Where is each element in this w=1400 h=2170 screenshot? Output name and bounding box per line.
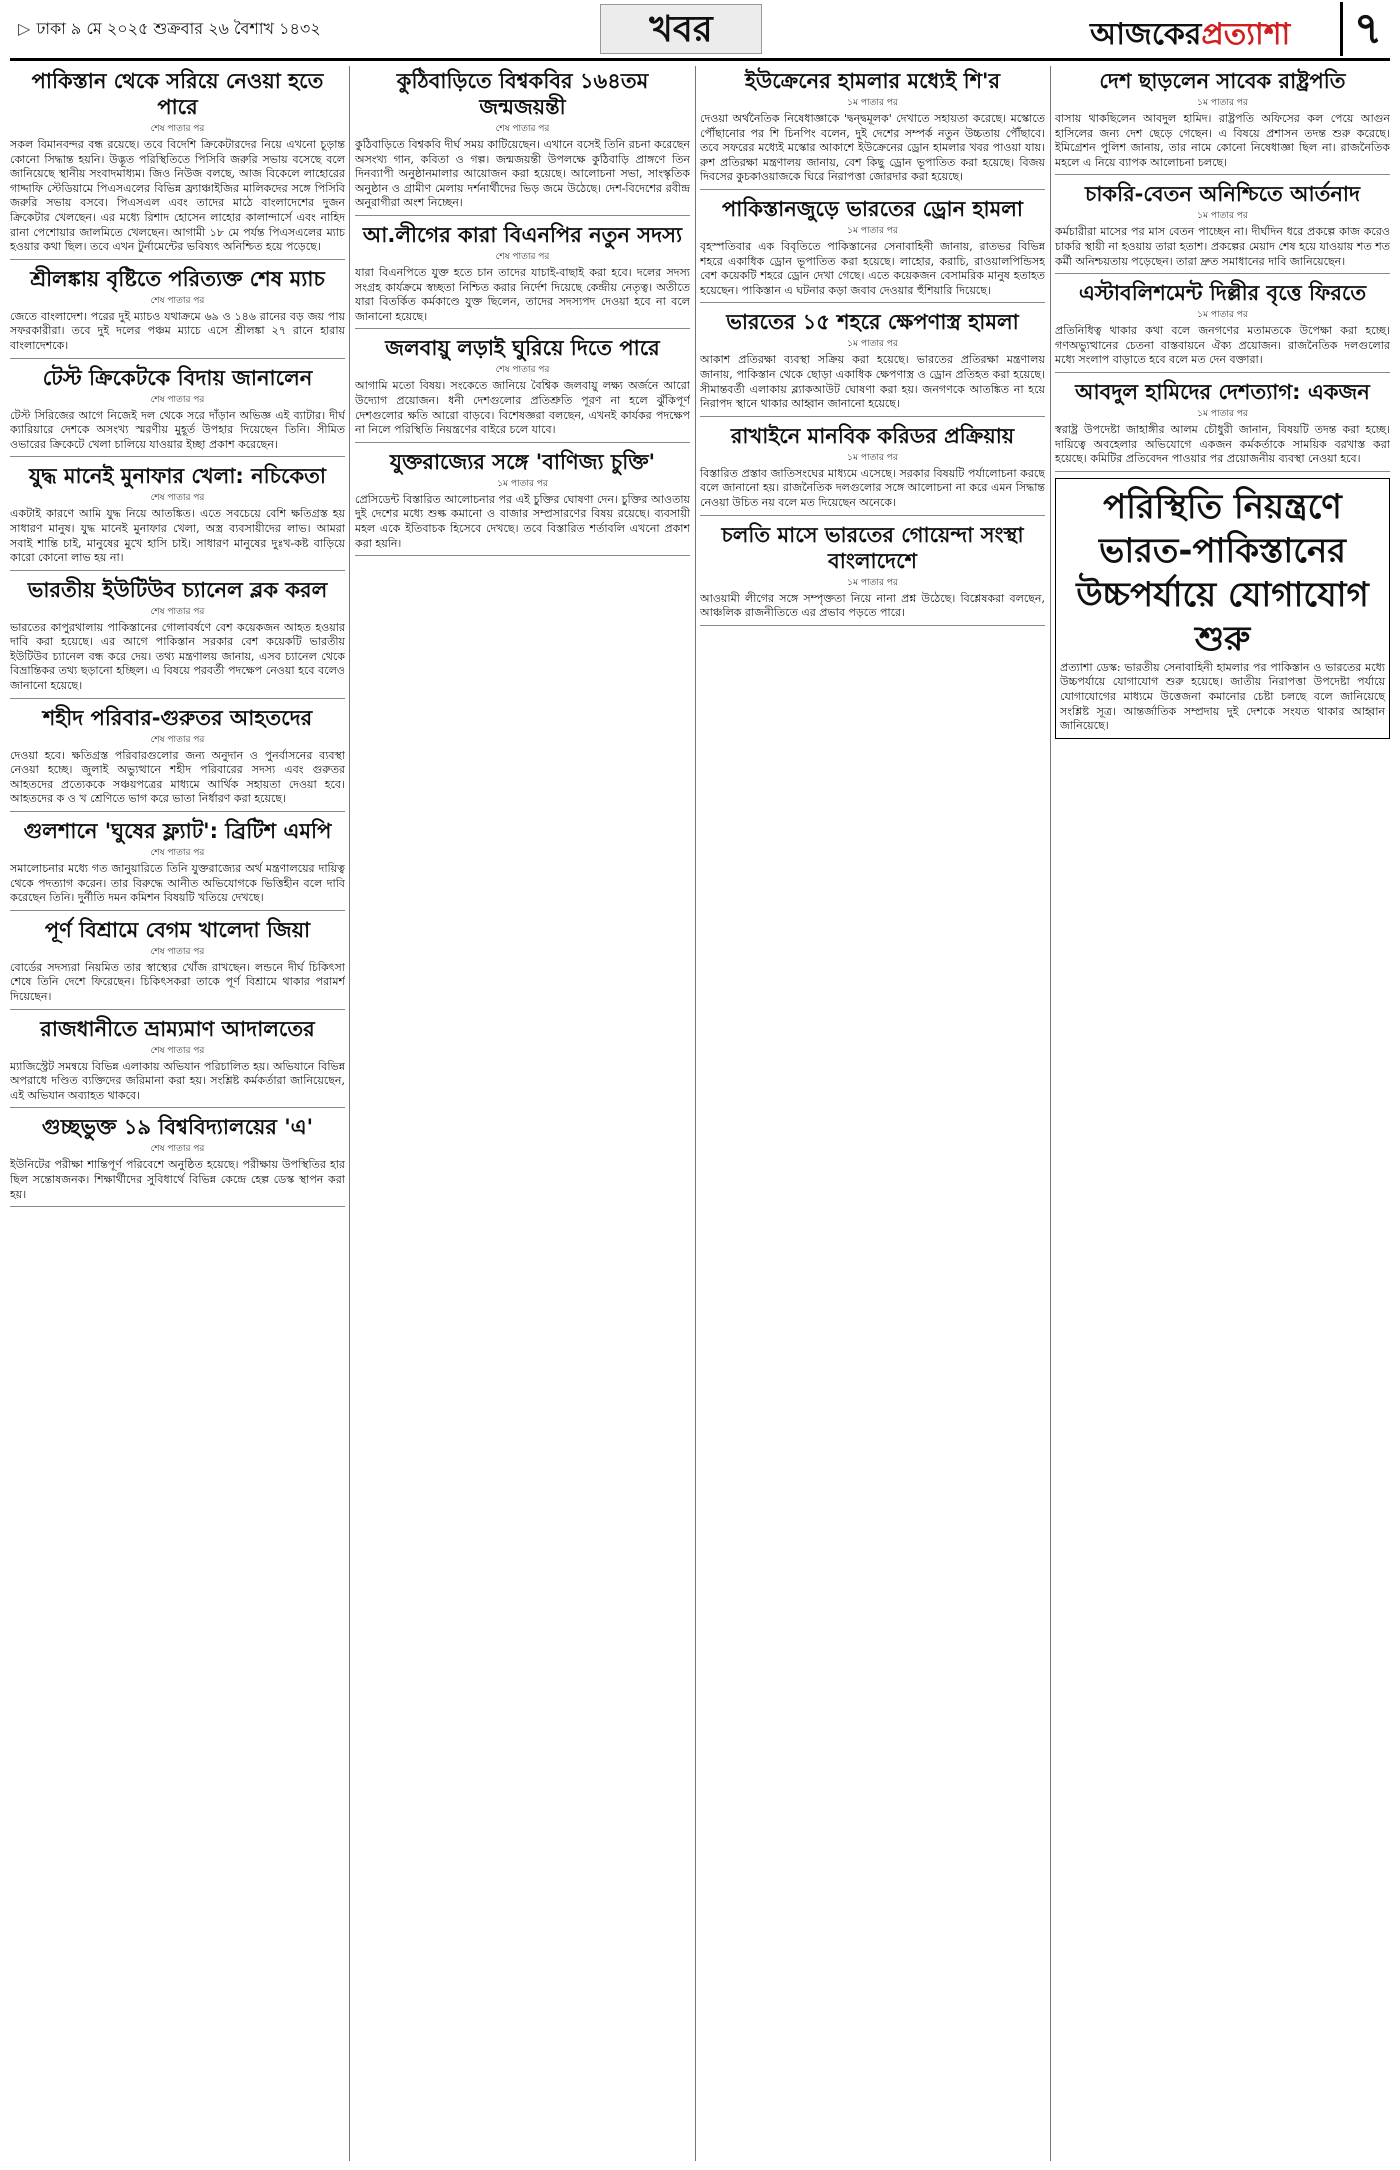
article-headline[interactable]: জলবায়ু লড়াই ঘুরিয়ে দিতে পারে bbox=[385, 336, 660, 361]
continuation-note: শেষ পাতার পর bbox=[150, 295, 205, 306]
article-body: জেতে বাংলাদেশ। পরের দুই ম্যাচও যথাক্রমে ৬৯ ও ১৪৬ রানের বড় জয় পায় সফরকারীরা। তবে দুই দলের পঞ্চম ম্যাচে এসে শ্রীলঙ্কা ২৭ রানে হারায় বাংলাদেশকে। bbox=[10, 309, 345, 352]
continuation-note: শেষ পাতার পর bbox=[150, 1144, 205, 1155]
article-headline[interactable]: টেস্ট ক্রিকেটকে বিদায় জানালেন bbox=[42, 365, 313, 390]
article-headline[interactable]: আ.লীগের কারা বিএনপির নতুন সদস্য bbox=[362, 222, 683, 247]
page-arrow-icon: ▷ bbox=[18, 19, 31, 38]
continuation-note: ১ম পাতার পর bbox=[847, 225, 898, 236]
article-body: টেস্ট সিরিজের আগে নিজেই দল থেকে সরে দাঁড়ান অভিজ্ঞ এই ব্যাটার। দীর্ঘ ক্যারিয়ারে দেশকে অসংখ্য স্মরণীয় মুহূর্ত উপহার দিয়েছেন তিনি। সীমিত ওভারের ক্রিকেটে খেলা চালিয়ে যাওয়ার ইচ্ছা প্রকাশ করেছেন। bbox=[10, 408, 345, 451]
continuation-note: ১ম পাতার পর bbox=[1197, 310, 1248, 321]
featured-article bbox=[1055, 478, 1390, 739]
article-headline[interactable]: যুদ্ধ মানেই মুনাফার খেলা: নচিকেতা bbox=[29, 464, 326, 489]
article-body: প্রত্যাশা ডেস্ক: ভারতীয় সেনাবাহিনী হামলার পর পাকিস্তান ও ভারতের মধ্যে উচ্চপর্যায়ে যোগাযোগ শুরু হয়েছে। জাতীয় নিরাপত্তা উপদেষ্টা পর্যায়ে যোগাযোগের মাধ্যমে উত্তেজনা কমানোর চেষ্টা চলছে বলে জানিয়েছে সংশ্লিষ্ট সূত্র। আন্তর্জাতিক সম্প্রদায় দুই দেশকে সংযত থাকার আহ্বান জানিয়েছে। bbox=[1060, 660, 1385, 733]
dateline bbox=[18, 16, 321, 43]
article bbox=[1055, 181, 1390, 274]
continuation-note: ১ম পাতার পর bbox=[847, 577, 898, 588]
article bbox=[10, 463, 345, 570]
continuation-note: শেষ পাতার পর bbox=[150, 124, 205, 134]
article bbox=[700, 423, 1045, 516]
article-headline[interactable]: চলতি মাসে ভারতের গোয়েন্দা সংস্থা বাংলাদেশে bbox=[721, 522, 1024, 573]
article-headline[interactable]: যুক্তরাজ্যের সঙ্গে 'বাণিজ্য চুক্তি' bbox=[389, 449, 656, 474]
article bbox=[10, 1016, 345, 1109]
article-headline[interactable]: পাকিস্তানজুড়ে ভারতের ড্রোন হামলা bbox=[721, 196, 1024, 221]
logo-part1: আজকের bbox=[1090, 17, 1202, 52]
continuation-note: শেষ পাতার পর bbox=[150, 1045, 205, 1056]
article-body: বৃহস্পতিবার এক বিবৃতিতে পাকিস্তানের সেনাবাহিনী জানায়, রাতভর বিভিন্ন শহরে একাধিক ড্রোন ভূপাতিত করা হয়েছে। লাহোর, করাচি, রাওয়ালপিন্ডিসহ বেশ কয়েকটি শহরে ড্রোন দেখা গেছে। এতে কয়েকজন বেসামরিক মানুষ হতাহত হয়েছেন। পাকিস্তান এ ঘটনার কড়া জবাব দেওয়ার হুঁশিয়ারি দিয়েছে। bbox=[700, 239, 1045, 297]
column-3 bbox=[700, 66, 1045, 2161]
article-body: আওয়ামী লীগের সঙ্গে সম্পৃক্ততা নিয়ে নানা প্রশ্ন উঠেছে। বিশ্লেষকরা বলছেন, আঞ্চলিক রাজনীতিতে এর প্রভাব পড়তে পারে। bbox=[700, 591, 1045, 620]
article bbox=[1055, 68, 1390, 175]
article bbox=[1055, 379, 1390, 472]
article-body: যারা বিএনপিতে যুক্ত হতে চান তাদের যাচাই-বাছাই করা হবে। দলের সদস্য সংগ্রহ কার্যক্রমে স্বচ্ছতা নিশ্চিত করার নির্দেশ দিয়েছে কেন্দ্রীয় নেতৃত্ব। অতীতে যারা বিতর্কিত কর্মকাণ্ডে যুক্ত ছিলেন, তাদের সদস্যপদ দেওয়া হবে না বলে জানানো হয়েছে। bbox=[355, 265, 690, 323]
article-headline[interactable]: পাকিস্তান থেকে সরিয়ে নেওয়া হতে পারে bbox=[31, 69, 324, 119]
article-headline[interactable]: কুঠিবাড়িতে বিশ্বকবির ১৬৪তম জন্মজয়ন্তী bbox=[396, 69, 649, 119]
article-headline[interactable]: আবদুল হামিদের দেশত্যাগ: একজন bbox=[1075, 379, 1370, 404]
article-headline[interactable]: ভারতের ১৫ শহরে ক্ষেপণাস্ত্র হামলা bbox=[726, 310, 1019, 335]
article bbox=[355, 222, 690, 329]
continuation-note: শেষ পাতার পর bbox=[495, 124, 550, 134]
article-headline[interactable]: এস্টাবলিশমেন্ট দিল্লীর বৃত্তে ফিরতে bbox=[1078, 281, 1367, 306]
article-body: সমালোচনার মধ্যে গত জানুয়ারিতে তিনি যুক্তরাজ্যের অর্থ মন্ত্রণালয়ের দায়িত্ব থেকে পদত্যাগ করেন। তার বিরুদ্ধে আনীত অভিযোগকে ভিত্তিহীন বলে দাবি করেছেন তিনি। দুর্নীতি দমন কমিশন বিষয়টি খতিয়ে দেখছে। bbox=[10, 862, 345, 905]
masthead-rule bbox=[10, 58, 1390, 61]
page-number: ৭ bbox=[1340, 2, 1393, 56]
dateline-text: ঢাকা ৯ মে ২০২৫ শুক্রবার ২৬ বৈশাখ ১৪৩২ bbox=[36, 19, 321, 38]
article bbox=[700, 68, 1045, 190]
article-body: প্রেসিডেন্ট বিস্তারিত আলোচনার পর এই চুক্তির ঘোষণা দেন। চুক্তির আওতায় দুই দেশের মধ্যে শুল্ক কমানো ও বাজার সম্প্রসারণের বিষয় রয়েছে। ব্যবসায়ী মহল একে ইতিবাচক হিসেবে দেখছে। তবে বিস্তারিত শর্তাবলি এখনো প্রকাশ করা হয়নি। bbox=[355, 492, 690, 550]
continuation-note: ১ম পাতার পর bbox=[1197, 408, 1248, 419]
continuation-note: ১ম পাতার পর bbox=[1197, 98, 1248, 108]
column-4 bbox=[1055, 66, 1390, 2161]
continuation-note: ১ম পাতার পর bbox=[847, 452, 898, 463]
continuation-note: ১ম পাতার পর bbox=[847, 98, 898, 108]
article bbox=[10, 577, 345, 699]
featured-headline[interactable]: পরিস্থিতি নিয়ন্ত্রণে ভারত-পাকিস্তানের উচ্চপর্যায়ে যোগাযোগ শুরু bbox=[1076, 486, 1369, 659]
column-divider bbox=[1050, 66, 1051, 2161]
continuation-note: ১ম পাতার পর bbox=[1197, 211, 1248, 222]
article-headline[interactable]: রাজধানীতে ভ্রাম্যমাণ আদালতের bbox=[40, 1016, 315, 1041]
article bbox=[700, 522, 1045, 626]
article-headline[interactable]: শহীদ পরিবার-গুরুতর আহতদের bbox=[42, 705, 313, 730]
article bbox=[10, 818, 345, 911]
continuation-note: ১ম পাতার পর bbox=[847, 339, 898, 350]
article-headline[interactable]: চাকরি-বেতন অনিশ্চিতে আর্তনাদ bbox=[1084, 182, 1360, 207]
article-body: দেওয়া অর্থনৈতিক নিষেধাজ্ঞাকে 'দ্বন্দ্বমূলক' দেখাতে সহায়তা করেছে। মস্কোতে পৌঁছানোর পর শি চিনপিং বলেন, দুই দেশের সম্পর্ক নতুন উচ্চতায় পৌঁছাবে। তবে সফরের মধ্যেই মস্কোর আকাশে ইউক্রেনের ড্রোন হামলার খবর পাওয়া যায়। রুশ প্রতিরক্ষা মন্ত্রণালয় জানায়, বেশ কিছু ড্রোন ভূপাতিত করা হয়েছে। বিজয় দিবসের কুচকাওয়াজকে ঘিরে নিরাপত্তা জোরদার করা হয়েছে। bbox=[700, 112, 1045, 184]
continuation-note: শেষ পাতার পর bbox=[150, 848, 205, 859]
article bbox=[10, 917, 345, 1010]
article-headline[interactable]: দেশ ছাড়লেন সাবেক রাষ্ট্রপতি bbox=[1099, 69, 1346, 93]
article-body: আকাশ প্রতিরক্ষা ব্যবস্থা সক্রিয় করা হয়েছে। ভারতের প্রতিরক্ষা মন্ত্রণালয় জানায়, পাকিস্তান থেকে ছোড়া একাধিক ক্ষেপণাস্ত্র ও ড্রোন প্রতিহত করা হয়েছে। সীমান্তবর্তী এলাকায় ব্ল্যাকআউট ঘোষণা করা হয়। জনগণকে আতঙ্কিত না হয়ে নিরাপদ স্থানে থাকার আহ্বান জানানো হয়েছে। bbox=[700, 353, 1045, 411]
masthead bbox=[0, 0, 1400, 60]
article bbox=[700, 309, 1045, 416]
article-body: আগামি মতো বিষয়। সংকেতে জানিয়ে বৈশ্বিক জলবায়ু লক্ষ্য অর্জনে আরো উদ্যোগ প্রয়োজন। ধনী দেশগুলোর প্রতিশ্রুতি পূরণ না হলে ঝুঁকিপূর্ণ দেশগুলোর ক্ষতি আরো বাড়বে। বিশেষজ্ঞরা বলছেন, এখনই কার্যকর পদক্ষেপ না নিলে পরিস্থিতি নিয়ন্ত্রণের বাইরে চলে যাবে। bbox=[355, 379, 690, 437]
article-headline[interactable]: ভারতীয় ইউটিউব চ্যানেল ব্লক করল bbox=[27, 577, 328, 602]
article bbox=[355, 449, 690, 556]
article bbox=[10, 365, 345, 458]
continuation-note: শেষ পাতার পর bbox=[150, 946, 205, 957]
article-body: দেওয়া হবে। ক্ষতিগ্রস্ত পরিবারগুলোর জন্য অনুদান ও পুনর্বাসনের ব্যবস্থা নেওয়া হচ্ছে। জুলাই অভ্যুত্থানে শহীদ পরিবারের সদস্য এবং গুরুতর আহতদের প্রত্যেককে সঞ্চয়পত্রের মাধ্যমে আর্থিক সহায়তা দেওয়া হবে। আহতদের ক ও খ শ্রেণিতে ভাগ করে ভাতা নির্ধারণ করা হয়েছে। bbox=[10, 748, 345, 806]
article-headline[interactable]: শ্রীলঙ্কায় বৃষ্টিতে পরিত্যক্ত শেষ ম্যাচ bbox=[30, 266, 325, 291]
column-divider bbox=[349, 66, 350, 2161]
article bbox=[10, 68, 345, 260]
newspaper-logo bbox=[1090, 10, 1290, 61]
article-headline[interactable]: পূর্ণ বিশ্রামে বেগম খালেদা জিয়া bbox=[44, 917, 311, 942]
article-body: ভারতের কাপুরথালায় পাকিস্তানের গোলাবর্ষণে বেশ কয়েকজন আহত হওয়ার দাবি করা হয়েছে। এর আগে পাকিস্তান সরকার বেশ কয়েকটি ভারতীয় ইউটিউব চ্যানেল বন্ধ করে দেয়। তথ্য মন্ত্রণালয় জানায়, এসব চ্যানেল থেকে বিভ্রান্তিকর তথ্য ছড়ানো হচ্ছিল। এ বিষয়ে পরবর্তী পদক্ষেপ নেওয়া হবে বলেও জানানো হয়েছে। bbox=[10, 620, 345, 693]
article-body: ইউনিটের পরীক্ষা শান্তিপূর্ণ পরিবেশে অনুষ্ঠিত হয়েছে। পরীক্ষায় উপস্থিতির হার ছিল সন্তোষজনক। শিক্ষার্থীদের সুবিধার্থে বিভিন্ন কেন্দ্রে হেল্প ডেস্ক স্থাপন করা হয়। bbox=[10, 1158, 345, 1201]
article-headline[interactable]: রাখাইনে মানবিক করিডর প্রক্রিয়ায় bbox=[730, 423, 1015, 448]
article bbox=[355, 68, 690, 216]
article-body: বিস্তারিত প্রস্তাব জাতিসংঘের মাধ্যমে এসেছে। সরকার বিষয়টি পর্যালোচনা করছে বলে জানানো হয়। রাজনৈতিক দলগুলোর সঙ্গে আলোচনা না করে এমন সিদ্ধান্ত নেওয়া উচিত নয় বলে মত দিয়েছেন অনেকে। bbox=[700, 466, 1045, 509]
article-body: একটাই কারণে আমি যুদ্ধ নিয়ে আতঙ্কিত। এতে সবচেয়ে বেশি ক্ষতিগ্রস্ত হয় সাধারণ মানুষ। যুদ্ধ মানেই মুনাফার খেলা, অস্ত্র ব্যবসায়ীদের লাভ। আমরা সবাই শান্তি চাই, মানুষের মুখে হাসি চাই। সাধারণ মানুষের দুঃখ-কষ্ট বাড়িয়ে কারো কোনো লাভ হয় না। bbox=[10, 507, 345, 565]
article bbox=[355, 335, 690, 442]
article bbox=[10, 705, 345, 812]
continuation-note: শেষ পাতার পর bbox=[495, 365, 550, 376]
continuation-note: শেষ পাতার পর bbox=[150, 606, 205, 617]
continuation-note: শেষ পাতার পর bbox=[495, 251, 550, 262]
logo-part2: প্রত্যাশা bbox=[1201, 17, 1291, 52]
article-body: সকল বিমানবন্দর বন্ধ রয়েছে। তবে বিদেশি ক্রিকেটারদের নিয়ে এখনো চূড়ান্ত কোনো সিদ্ধান্ত হয়নি। উদ্ভূত পরিস্থিতিতে পিসিবি জরুরি সভায় বসেছে বলে জানিয়েছে স্থানীয় সংবাদমাধ্যম। জিও নিউজ বলছে, আজ বিকেলে লাহোরের গাদ্দাফি স্টেডিয়ামে পিএসএলের বিভিন্ন ফ্র্যাঞ্চাইজির মালিকদের সঙ্গে পিসিবি জরুরি সভায় বসবে। পিএসএল এবং তাদের মাঠে বাংলাদেশের দুজন ক্রিকেটার খেলছেন। এর মধ্যে রিশাদ হোসেন লাহোর কালান্দার্সে এবং নাহিদ রানা পেশোয়ার জালমিতে খেলছেন। আগামী ১৮ মে পর্যন্ত পিএসএলের ম্যাচ হওয়ার কথা ছিল। তবে এখন টুর্নামেন্টের ভবিষ্যৎ অনিশ্চিত হয়ে পড়েছে। bbox=[10, 138, 345, 254]
section-title: খবর bbox=[600, 4, 762, 54]
column-divider bbox=[695, 66, 696, 2161]
article-headline[interactable]: ইউক্রেনের হামলার মধ্যেই শি'র bbox=[744, 69, 1001, 93]
article-body: বাসায় থাকছিলেন আবদুল হামিদ। রাষ্ট্রপতি অফিসের কল পেয়ে আগুন হাসিলের জন্য দেশ ছেড়ে গেছেন। এ বিষয়ে প্রশাসন তদন্ত শুরু করেছে। ইমিগ্রেশন পুলিশ জানায়, তার নামে কোনো নিষেধাজ্ঞা ছিল না। রাজনৈতিক মহলে এ নিয়ে ব্যাপক আলোচনা চলছে। bbox=[1055, 112, 1390, 169]
article-headline[interactable]: গুচ্ছভুক্ত ১৯ বিশ্ববিদ্যালয়ের 'এ' bbox=[41, 1115, 314, 1140]
continuation-note: শেষ পাতার পর bbox=[150, 734, 205, 745]
article-body: কর্মচারীরা মাসের পর মাস বেতন পাচ্ছেন না। দীর্ঘদিন ধরে প্রকল্পে কাজ করেও চাকরি স্থায়ী না হওয়ায় তারা হতাশ। প্রকল্পের মেয়াদ শেষ হয়ে যাওয়ায় শত শত কর্মী অনিশ্চয়তায় পড়েছেন। তারা দ্রুত সমাধানের দাবি জানিয়েছেন। bbox=[1055, 225, 1390, 268]
article-body: প্রতিনিধিত্ব থাকার কথা বলে জনগণের মতামতকে উপেক্ষা করা হচ্ছে। গণঅভ্যুত্থানের চেতনা বাস্তবায়নে ঐক্য প্রয়োজন। রাজনৈতিক দলগুলোর মধ্যে সংলাপ বাড়াতে হবে বলে মত দেন বক্তারা। bbox=[1055, 324, 1390, 367]
article bbox=[700, 196, 1045, 303]
article-body: কুঠিবাড়িতে বিশ্বকবি দীর্ঘ সময় কাটিয়েছেন। এখানে বসেই তিনি রচনা করেছেন অসংখ্য গান, কবিতা ও গল্প। জন্মজয়ন্তী উপলক্ষে কুঠিবাড়ি প্রাঙ্গণে তিন দিনব্যাপী অনুষ্ঠানমালার আয়োজন করা হয়েছে। আলোচনা সভা, সাংস্কৃতিক অনুষ্ঠান ও গ্রামীণ মেলায় দর্শনার্থীদের ভিড় জমে উঠেছে। দেশ-বিদেশের রবীন্দ্র অনুরাগীরা অংশ নিচ্ছেন। bbox=[355, 138, 690, 210]
column-1 bbox=[10, 66, 345, 2161]
article-headline[interactable]: গুলশানে 'ঘুষের ফ্ল্যাট': ব্রিটিশ এমপি bbox=[23, 819, 332, 844]
article-body: ম্যাজিস্ট্রেট সমন্বয়ে বিভিন্ন এলাকায় অভিযান পরিচালিত হয়। অভিযানে বিভিন্ন অপরাধে দণ্ডিত ব্যক্তিদের জরিমানা করা হয়। সংশ্লিষ্ট কর্মকর্তারা জানিয়েছেন, এই অভিযান অব্যাহত থাকবে। bbox=[10, 1059, 345, 1102]
article bbox=[10, 1114, 345, 1207]
article bbox=[1055, 280, 1390, 373]
continuation-note: শেষ পাতার পর bbox=[150, 394, 205, 405]
continuation-note: ১ম পাতার পর bbox=[497, 478, 548, 489]
article-body: স্বরাষ্ট্র উপদেষ্টা জাহাঙ্গীর আলম চৌধুরী জানান, বিষয়টি তদন্ত করা হচ্ছে। দায়িত্বে অবহেলার অভিযোগে একজন কর্মকর্তাকে সাময়িক বরখাস্ত করা হয়েছে। কমিটির প্রতিবেদন পাওয়ার পর প্রয়োজনীয় ব্যবস্থা নেওয়া হবে। bbox=[1055, 422, 1390, 466]
article-body: বোর্ডের সদস্যরা নিয়মিত তার স্বাস্থ্যের খোঁজ রাখছেন। লন্ডনে দীর্ঘ চিকিৎসা শেষে তিনি দেশে ফিরেছেন। চিকিৎসকরা তাকে পূর্ণ বিশ্রামে থাকার পরামর্শ দিয়েছেন। bbox=[10, 960, 345, 1003]
column-2 bbox=[355, 66, 690, 2161]
continuation-note: শেষ পাতার পর bbox=[150, 493, 205, 504]
article bbox=[10, 266, 345, 359]
